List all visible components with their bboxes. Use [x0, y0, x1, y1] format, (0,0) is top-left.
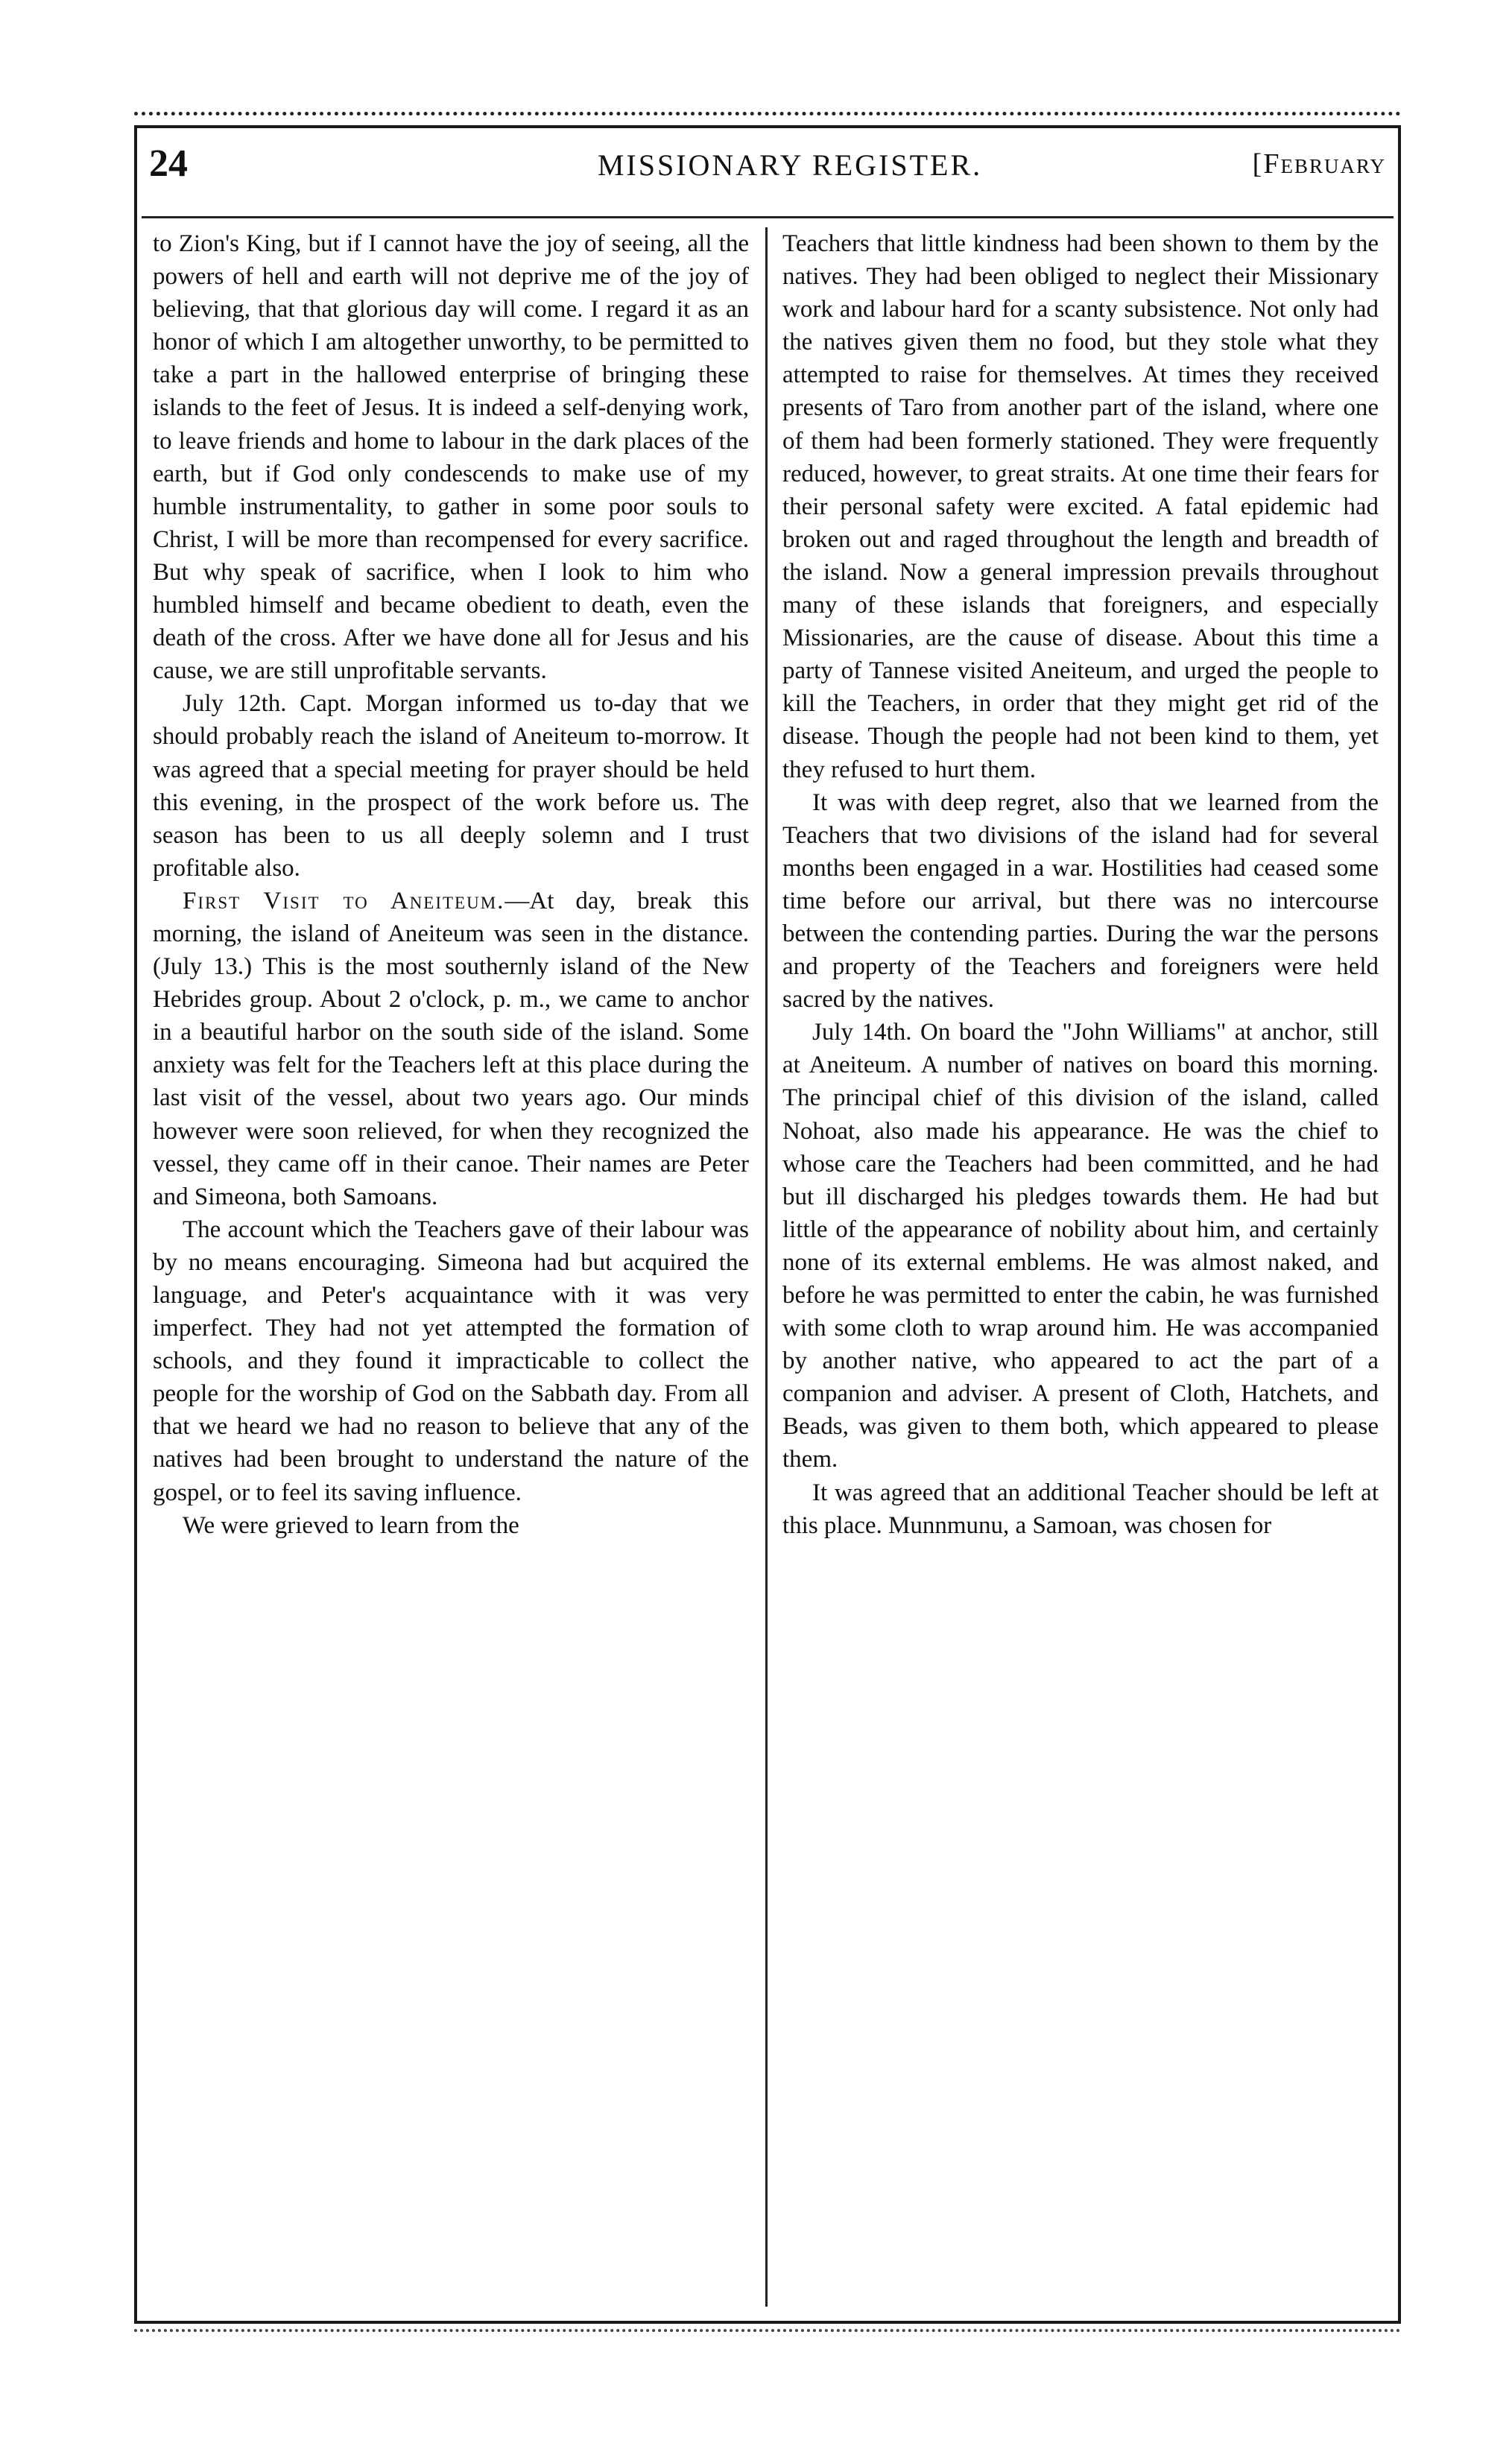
column-divider	[765, 227, 768, 2307]
running-header	[149, 142, 1386, 201]
page-number: 24	[149, 142, 188, 185]
right-paragraph-4: It was agreed that an additional Teacher should be left at this place. Munnmunu, a Samoan, was chosen for	[782, 1479, 1379, 1539]
left-paragraph-4: The account which the Teachers gave of their labour was by no means encouraging. Simeona had but acquired the language, and Peter's acquaintance with it was very imperfect. They had not yet attempted the formation of schools, and they found it impracticable to collect the people for the worship of God on the Sabbath day. From all that we heard we had no reason to believe that any of the natives had been brought to understand the nature of the gospel, or to feel its saving influence.	[153, 1216, 749, 1506]
left-paragraph-1: to Zion's King, but if I cannot have the joy of seeing, all the powers of hell and earth will not deprive me of the joy of believing, that that glorious day will come. I regard it as an honor of which I am altogether unworthy, to be permitted to take a part in the hallowed enterprise of bringing these islands to the feet of Jesus. It is indeed a self-denying work, to leave friends and home to labour in the dark places of the earth, but if God only condescends to make use of my humble instrumentality, to gather in some poor souls to Christ, I will be more than recompensed for every sacrifice. But why speak of sacrifice, when I look to him who humbled himself and became obedient to death, even the death of the cross. After we have done all for Jesus and his cause, we are still unprofitable servants.	[153, 230, 749, 685]
right-paragraph-2: It was with deep regret, also that we learned from the Teachers that two divisions of the island had for several months been engaged in a war. Hostilities had ceased some time before our arrival, but there was no intercourse between the contending parties. During the war the persons and property of the Teachers and foreigners were held sacred by the natives.	[782, 789, 1379, 1014]
left-paragraph-3-text: —At day, break this morning, the island of Aneiteum was seen in the distance. (July 13.) This is the most southernly island of the New Hebrides group. About 2 o'clock, p. m., we came to anchor in a beautiful harbor on the south side of the island. Some anxiety was felt for the Teachers left at this place during the last visit of the vessel, about two years ago. Our minds however were soon relieved, for when they recognized the vessel, they came off in their canoe. Their names are Peter and Simeona, both Samoans.	[153, 887, 749, 1210]
right-paragraph-1: Teachers that little kindness had been shown to them by the natives. They had been obliged to neglect their Missionary work and labour hard for a scanty subsistence. Not only had the natives given them no food, but they stole what they attempted to raise for themselves. At times they received presents of Taro from another part of the island, where one of them had been formerly stationed. They were frequently reduced, however, to great straits. At one time their fears for their personal safety were excited. A fatal epidemic had broken out and raged throughout the length and breadth of the island. Now a general impression prevails throughout many of these islands that foreigners, and especially Missionaries, are the cause of disease. About this time a party of Tannese visited Aneiteum, and urged the people to kill the Teachers, in order that they might get rid of the disease. Though the people had not been kind to them, yet they refused to hurt them.	[782, 230, 1379, 783]
left-paragraph-2: July 12th. Capt. Morgan informed us to-day that we should probably reach the island of Aneiteum to-morrow. It was agreed that a special meeting for prayer should be held this evening, in the prospect of the work before us. The season has been to us all deeply solemn and I trust profitable also.	[153, 690, 749, 882]
bottom-dotted-rule	[134, 2329, 1401, 2332]
running-title: MISSIONARY REGISTER.	[597, 148, 983, 182]
right-column	[782, 227, 1379, 2307]
left-paragraph-5: We were grieved to learn from the	[183, 1511, 519, 1539]
running-month: [February	[1252, 148, 1386, 180]
section-heading: First Visit to Aneiteum.	[183, 887, 505, 914]
text-columns	[153, 227, 1386, 2307]
left-paragraph-3	[153, 885, 749, 1213]
header-rule	[142, 216, 1394, 218]
left-column	[153, 227, 749, 2307]
top-dotted-rule	[134, 112, 1401, 116]
right-paragraph-3: July 14th. On board the "John Williams" at anchor, still at Aneiteum. A number of natives on board this morning. The principal chief of this division of the island, called Nohoat, also made his appearance. He was the chief to whose care the Teachers had been committed, and he had but ill discharged his pledges towards them. He had but little of the appearance of nobility about him, and certainly none of its external emblems. He was almost naked, and before he was permitted to enter the cabin, he was furnished with some cloth to wrap around him. He was accompanied by another native, who appeared to act the part of a companion and adviser. A present of Cloth, Hatchets, and Beads, was given to them both, which appeared to please them.	[782, 1019, 1379, 1473]
